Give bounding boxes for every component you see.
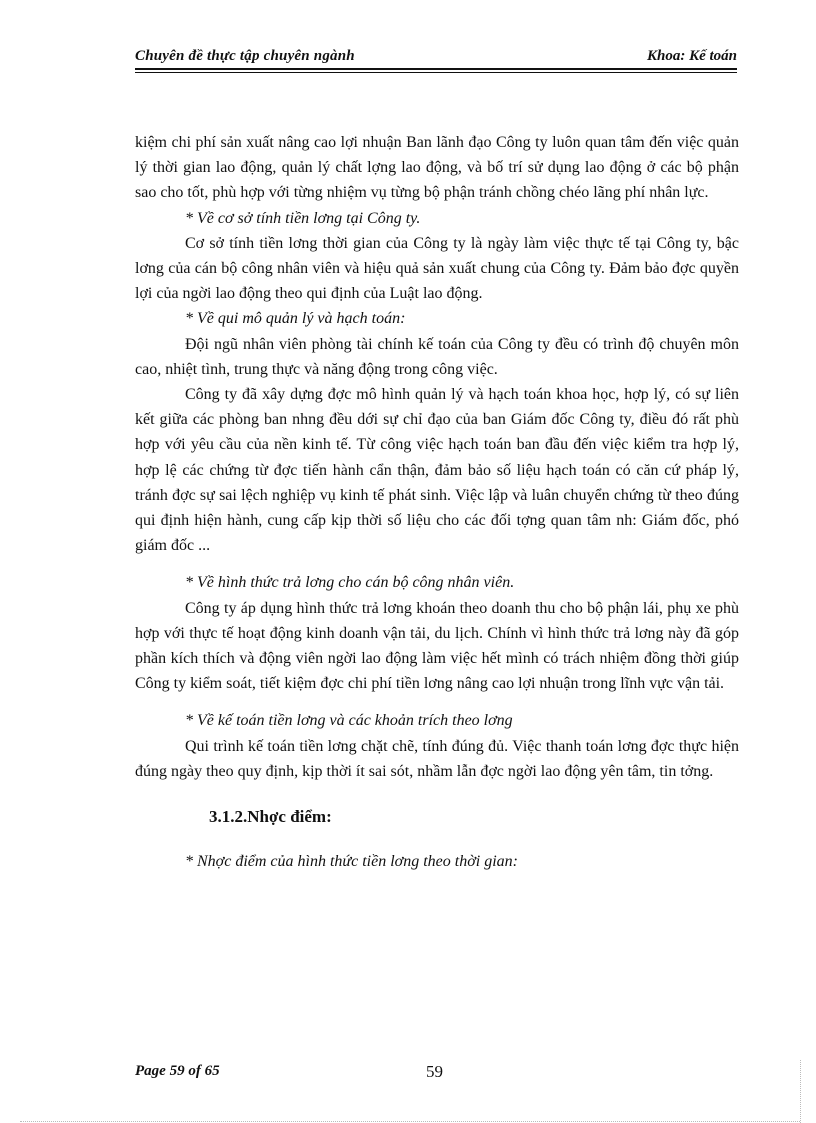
header-right-title: Khoa: Kế toán (646, 48, 737, 64)
subheading-management-scale: * Về qui mô quản lý và hạch toán: (185, 310, 406, 328)
subheading-salary-basis: * Về cơ sở tính tiền lơng tại Công ty. (185, 209, 421, 227)
subheading-salary-accounting: * Về kế toán tiền lơng và các khoản trích theo lơng (185, 712, 513, 730)
page-border-right (800, 1060, 801, 1123)
page-body (135, 130, 739, 874)
section-heading: 3.1.2.Nhợc điểm: (209, 807, 332, 827)
paragraph-intro: kiệm chi phí sản xuất nâng cao lợi nhuận Ban lãnh đạo Công ty luôn quan tâm đến việc quản lý thời gian lao động, quản lý chất lợng lao động, và bố trí sử dụng lao động ở các bộ phận sao cho tốt, phù hợp với từng nhiệm vụ từng bộ phận tránh chồng chéo lãng phí nhân lực. (135, 134, 739, 202)
subheading-payment-form: * Về hình thức trả lơng cho cán bộ công nhân viên. (185, 574, 515, 592)
header-rule-thick (135, 68, 737, 70)
header-left-title: Chuyên đề thực tập chuyên ngành (135, 48, 355, 64)
page-border-bottom (20, 1121, 800, 1122)
footer-page-of: Page 59 of 65 (135, 1063, 220, 1079)
paragraph-salary-basis: Cơ sở tính tiền lơng thời gian của Công ty là ngày làm việc thực tế tại Công ty, bậc lơng của cán bộ công nhân viên và hiệu quả sản xuất chung của Công ty. Đảm bảo đợc quyền lợi của ngời lao động theo qui định của Luật lao động. (135, 234, 739, 303)
subheading-weakness: * Nhợc điểm của hình thức tiền lơng theo thời gian: (185, 853, 518, 871)
paragraph-model: Công ty đã xây dựng đợc mô hình quản lý và hạch toán khoa học, hợp lý, có sự liên kết giữa các phòng ban nhng đều dới sự chỉ đạo của ban Giám đốc Công ty, điều đó rất phù hợp với yêu cầu của nền kinh tế. Từ công việc hạch toán ban đầu đến việc kiểm tra hợp lý, hợp lệ các chứng từ đợc tiến hành cẩn thận, đảm bảo số liệu hạch toán có căn cứ pháp lý, tránh đợc sự sai lệch nghiệp vụ kinh tế phát sinh. Việc lập và luân chuyển chứng từ theo đúng qui định hiện hành, cung cấp kịp thời số liệu cho các đối tợng quan tâm nh: Giám đốc, phó giám đốc ... (135, 386, 739, 555)
paragraph-salary-accounting: Qui trình kế toán tiền lơng chặt chẽ, tính đúng đủ. Việc thanh toán lơng đợc thực hiện đúng ngày theo quy định, kịp thời ít sai sót, nhầm lẫn đợc ngời lao động yên tâm, tin tởng. (135, 737, 739, 780)
paragraph-staff: Đội ngũ nhân viên phòng tài chính kế toán của Công ty đều có trình độ chuyên môn cao, nhiệt tình, trung thực và năng động trong công việc. (135, 335, 739, 378)
paragraph-payment-form: Công ty áp dụng hình thức trả lơng khoán theo doanh thu cho bộ phận lái, phụ xe phù hợp với thực tế hoạt động kinh doanh vận tải, du lịch. Chính vì hình thức trả lơng này đã góp phần kích thích và động viên ngời lao động làm việc hết mình có trách nhiệm đồng thời giúp Công ty kiểm soát, tiết kiệm đợc chi phí tiền lơng nâng cao lợi nhuận trong lĩnh vực vận tải. (135, 599, 739, 693)
footer-page-number: 59 (426, 1062, 443, 1081)
header-rule-thin (135, 72, 737, 73)
